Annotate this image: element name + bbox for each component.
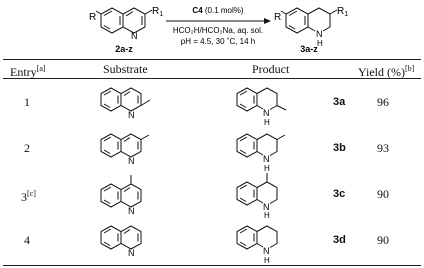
conditions-text: pH = 4.5, 30 ˚C, 14 h (180, 37, 256, 46)
nh-nitrogen: N (263, 154, 270, 164)
header-yield: Yield (%)[b] (358, 64, 415, 79)
quinoline-reactant-structure (96, 8, 152, 33)
nh-nitrogen: N (263, 202, 270, 212)
substituent-r1: $R_1$ (152, 6, 164, 18)
table-row (0, 126, 424, 172)
tetrahydroquinoline-product-structure (281, 8, 337, 33)
product-substituent-r1: $R_1$ (337, 6, 349, 18)
nh-hydrogen: H (264, 164, 270, 172)
catalyst-text: C4 (0.1 mol%) (192, 6, 244, 15)
reagent-text: HCO₂H/HCO₂Na, aq. sol. (172, 26, 264, 35)
reactant-label: 2a-z (115, 44, 133, 54)
ring-nitrogen: N (131, 31, 138, 41)
product-structure (232, 172, 312, 218)
header-entry: Entry[a] (10, 64, 46, 79)
header-product: Product (252, 62, 290, 76)
product-label: 3b (333, 142, 346, 154)
table-row (0, 218, 424, 264)
substituent-r: R (89, 12, 97, 23)
reaction-scheme (0, 0, 424, 58)
product-substituent-r: R (274, 12, 282, 23)
table-row (0, 80, 424, 126)
table-row (0, 172, 424, 218)
yield-value: 90 (377, 187, 389, 201)
nh-hydrogen: H (264, 118, 270, 126)
product-label: 3a-z (300, 44, 318, 54)
entry-number: 1 (24, 95, 30, 109)
yield-value: 96 (377, 95, 389, 109)
product-structure (232, 80, 312, 126)
ring-nitrogen: N (128, 248, 135, 258)
product-label: 3a (333, 96, 346, 108)
entry-number: 2 (24, 141, 30, 155)
substrate-structure (96, 218, 166, 264)
ring-nitrogen: N (128, 156, 135, 166)
nh-nitrogen: N (263, 246, 270, 256)
substrate-structure (96, 172, 166, 218)
ring-nitrogen: N (128, 110, 135, 120)
product-structure (232, 218, 312, 264)
nh-hydrogen: H (264, 256, 270, 264)
product-label: 3c (333, 188, 346, 200)
header-substrate: Substrate (103, 62, 148, 76)
table-bottom-rule (3, 265, 421, 266)
arrow-head (264, 18, 271, 24)
product-structure (232, 126, 312, 172)
ring-nitrogen: N (128, 206, 135, 216)
product-nh-hydrogen: H (317, 39, 323, 48)
nh-nitrogen: N (263, 108, 270, 118)
yield-value: 93 (377, 141, 389, 155)
entry-number: 4 (24, 233, 30, 247)
product-nh-nitrogen: N (316, 29, 323, 39)
entry-number: 3[c] (21, 189, 36, 204)
substrate-structure (96, 126, 166, 172)
substrate-structure (96, 80, 166, 126)
product-label: 3d (333, 234, 346, 246)
yield-value: 90 (377, 233, 389, 247)
nh-hydrogen: H (264, 211, 270, 218)
